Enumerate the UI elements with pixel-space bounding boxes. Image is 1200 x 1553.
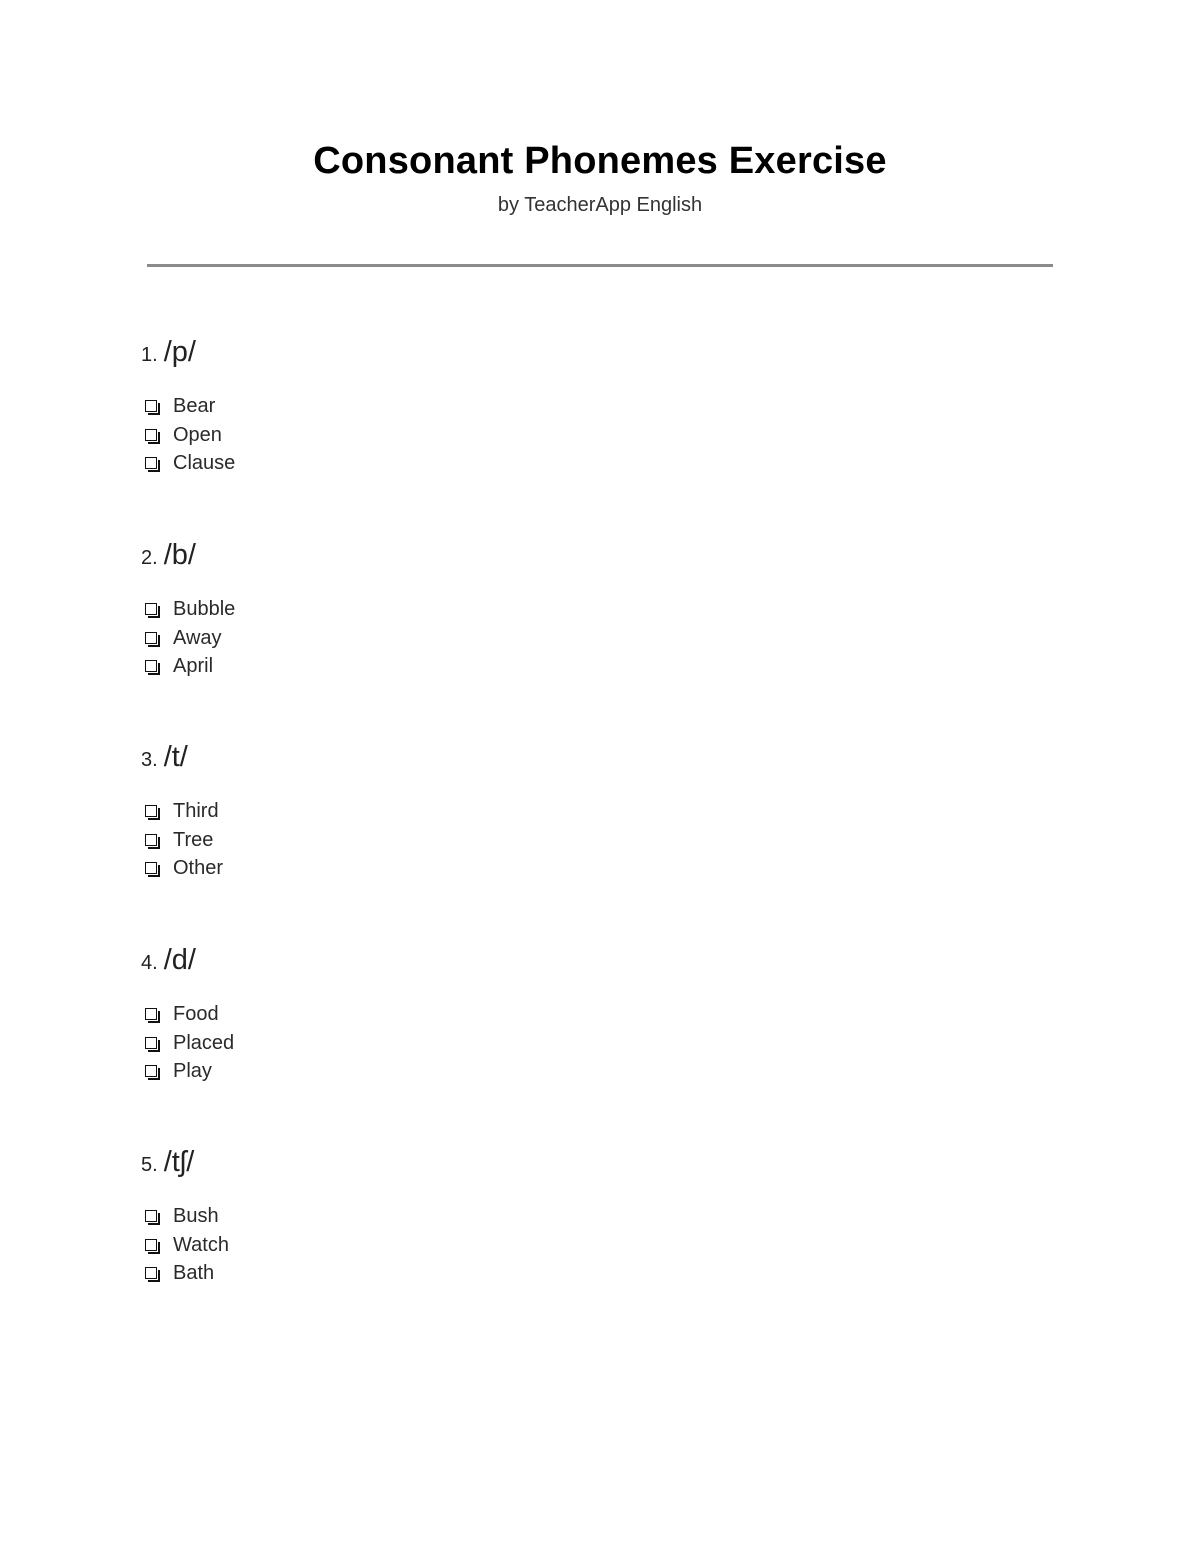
option-label: Third bbox=[173, 800, 219, 823]
checkbox-icon[interactable] bbox=[145, 1267, 157, 1279]
checkbox-icon[interactable] bbox=[145, 1210, 157, 1222]
option-label: Tree bbox=[173, 828, 214, 851]
answer-option[interactable] bbox=[141, 421, 741, 450]
answer-option[interactable] bbox=[141, 652, 741, 681]
checkbox-icon[interactable] bbox=[145, 834, 157, 846]
checkbox-icon[interactable] bbox=[145, 1239, 157, 1251]
checkbox-icon[interactable] bbox=[145, 1037, 157, 1049]
answer-options bbox=[141, 797, 741, 883]
checkbox-icon[interactable] bbox=[145, 603, 157, 615]
answer-option[interactable] bbox=[141, 1057, 741, 1086]
answer-option[interactable] bbox=[141, 624, 741, 653]
question-4 bbox=[141, 944, 741, 1086]
question-phoneme: /t/ bbox=[163, 741, 188, 773]
answer-option[interactable] bbox=[141, 1029, 741, 1058]
option-label: Clause bbox=[173, 452, 236, 475]
checkbox-icon[interactable] bbox=[145, 457, 157, 469]
option-label: Placed bbox=[173, 1031, 235, 1054]
option-label: Watch bbox=[173, 1233, 229, 1256]
question-3 bbox=[141, 741, 741, 883]
answer-option[interactable] bbox=[141, 392, 741, 421]
question-number: 5. bbox=[141, 1154, 158, 1176]
answer-option[interactable] bbox=[141, 595, 741, 624]
option-label: Away bbox=[173, 626, 222, 649]
answer-options bbox=[141, 1202, 741, 1288]
question-heading bbox=[141, 539, 741, 579]
checkbox-icon[interactable] bbox=[145, 660, 157, 672]
answer-option[interactable] bbox=[141, 1259, 741, 1288]
title-divider bbox=[147, 264, 1053, 267]
question-heading bbox=[141, 741, 741, 781]
option-label: Food bbox=[173, 1003, 219, 1026]
question-1 bbox=[141, 336, 741, 478]
answer-options bbox=[141, 392, 741, 478]
checkbox-icon[interactable] bbox=[145, 632, 157, 644]
answer-option[interactable] bbox=[141, 1231, 741, 1260]
question-number: 1. bbox=[141, 344, 158, 366]
page-title: Consonant Phonemes Exercise bbox=[313, 140, 887, 182]
answer-option[interactable] bbox=[141, 797, 741, 826]
option-label: April bbox=[173, 655, 214, 678]
answer-option[interactable] bbox=[141, 1202, 741, 1231]
option-label: Bear bbox=[173, 395, 216, 418]
question-phoneme: /p/ bbox=[163, 336, 196, 368]
checkbox-icon[interactable] bbox=[145, 400, 157, 412]
question-2 bbox=[141, 539, 741, 681]
option-label: Other bbox=[173, 857, 224, 880]
option-label: Bubble bbox=[173, 598, 236, 621]
question-5 bbox=[141, 1146, 741, 1288]
page-byline: by TeacherApp English bbox=[497, 194, 703, 216]
option-label: Bath bbox=[173, 1262, 215, 1285]
option-label: Open bbox=[173, 423, 222, 446]
option-label: Bush bbox=[173, 1205, 219, 1228]
checkbox-icon[interactable] bbox=[145, 805, 157, 817]
question-heading bbox=[141, 336, 741, 376]
answer-options bbox=[141, 595, 741, 681]
answer-option[interactable] bbox=[141, 826, 741, 855]
question-heading bbox=[141, 944, 741, 984]
option-label: Play bbox=[173, 1060, 212, 1083]
question-number: 2. bbox=[141, 547, 158, 569]
answer-options bbox=[141, 1000, 741, 1086]
checkbox-icon[interactable] bbox=[145, 429, 157, 441]
checkbox-icon[interactable] bbox=[145, 862, 157, 874]
answer-option[interactable] bbox=[141, 1000, 741, 1029]
checkbox-icon[interactable] bbox=[145, 1008, 157, 1020]
question-phoneme: /b/ bbox=[163, 539, 196, 571]
question-phoneme: /tʃ/ bbox=[163, 1146, 195, 1178]
question-number: 4. bbox=[141, 952, 158, 974]
question-phoneme: /d/ bbox=[163, 944, 196, 976]
answer-option[interactable] bbox=[141, 854, 741, 883]
question-number: 3. bbox=[141, 749, 158, 771]
checkbox-icon[interactable] bbox=[145, 1065, 157, 1077]
answer-option[interactable] bbox=[141, 449, 741, 478]
question-heading bbox=[141, 1146, 741, 1186]
